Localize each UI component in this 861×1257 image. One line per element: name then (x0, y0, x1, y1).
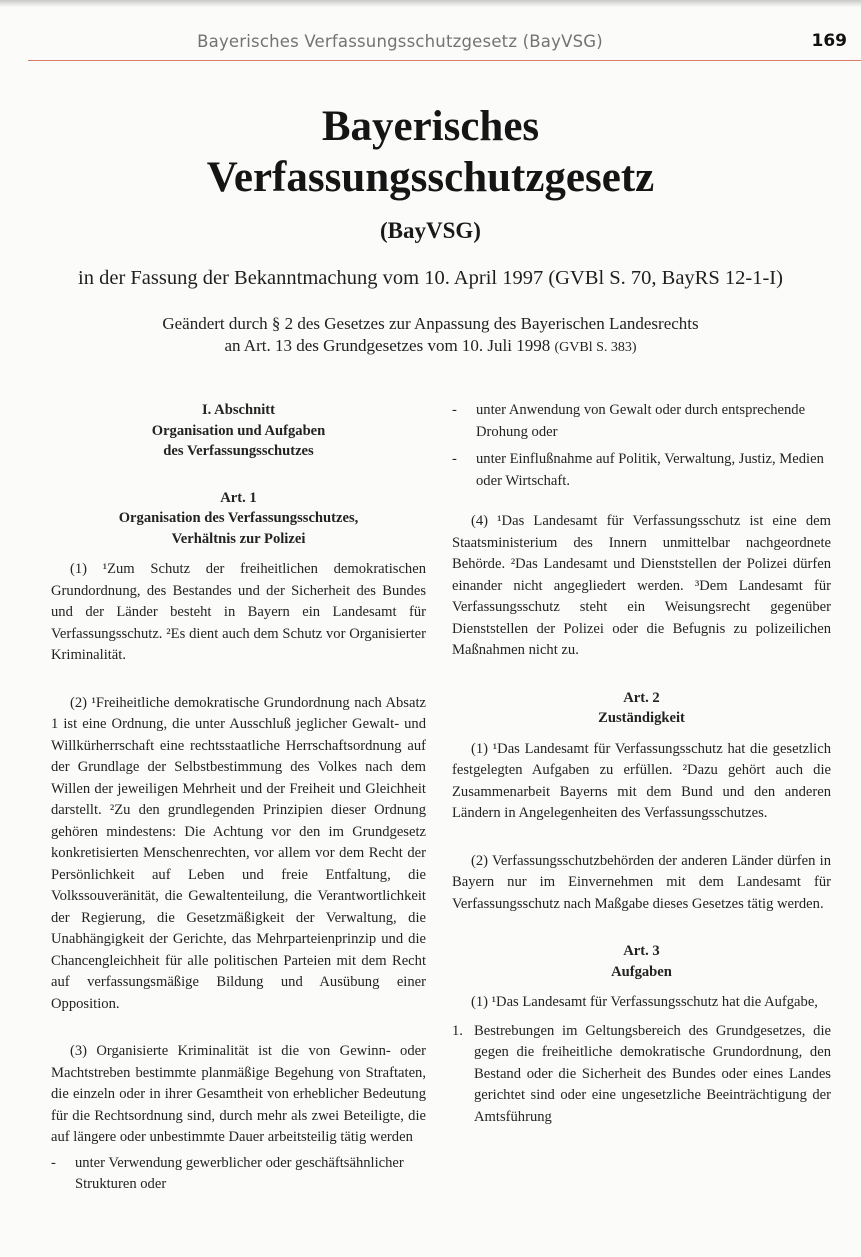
dash-marker: - (452, 402, 457, 418)
list-item-number: 1. (452, 1022, 463, 1039)
article-2-paragraph-1: (1) ¹Das Landesamt für Verfassungsschutz hat die gesetzlich festgelegten Aufgaben zu erfüllen. ²Dazu gehört auch die Zusammenarbeit Bayerns mit dem Bund und den anderen Ländern in Angelegenheiten des Verfassungsschutzes. (452, 740, 831, 821)
publication-note: in der Fassung der Bekanntmachung vom 10. April 1997 (GVBl S. 70, BayRS 12-1-I) (78, 267, 783, 289)
section-heading (51, 400, 426, 462)
article-1-paragraph-1: (1) ¹Zum Schutz der freiheitlichen demokratischen Grundordnung, des Bestandes und der Sicherheit des Bundes und der Länder besteht in Bayern ein Landesamt für Verfassungsschutz. ²Es dient auch dem Schutz vor Organisierter Kriminalität. (51, 561, 426, 663)
running-header (0, 32, 861, 56)
dash-marker: - (51, 1154, 56, 1171)
article-2-paragraph-2: (2) Verfassungsschutzbehörden der anderen Länder dürfen in Bayern nur im Einvernehmen mit dem Landesamt für Verfassungsschutz nach Maßgabe dieses Gesetzes tätig werden. (452, 852, 831, 912)
article-1-title-line-1: Organisation des Verfassungsschutzes, (118, 510, 359, 526)
article-2-title: Zuständigkeit (598, 710, 685, 726)
article-1-title-line-2: Verhältnis zur Polizei (171, 530, 306, 547)
article-3-paragraph-1: (1) ¹Das Landesamt für Verfassungsschutz hat die Aufgabe, (471, 994, 818, 1010)
article-1-paragraph-2: (2) ¹Freiheitliche demokratische Grundordnung nach Absatz 1 ist eine Ordnung, die unter Ausschluß jeglicher Gewalt- und Willkürherrschaft eine rechtsstaatliche Herrschaftsordnung auf der Grundlage der Selbstbestimmung des Volkes nach dem Willen der jeweiligen Mehrheit und der Freiheit und Gleichheit darstellt. ²Zu den grundlegenden Prinzipien dieser Ordnung gehören mindestens: Die Achtung vor den im Grundgesetz konkretisierten Menschenrechten, vor allem vor dem Recht der Persönlichkeit auf Leben und freie Entfaltung, die Volkssouveränität, die Gewaltenteilung, die Verantwortlichkeit der Regierung, die Gesetzmäßigkeit der Verwaltung, die Unabhängigkeit der Gerichte, das Mehrparteienprinzip und die Chancengleichheit für alle politischen Parteien mit dem Recht auf verfassungsmäßige Bildung und Ausübung einer Opposition. (51, 694, 426, 1012)
article-2-heading (452, 688, 831, 729)
list-item (51, 1153, 426, 1196)
list-item-text: Bestrebungen im Geltungsbereich des Grundgesetzes, die gegen die freiheitliche demokratische Grundordnung, den Bestand oder die Sicherheit des Bundes oder eines Landes gerichtet sind oder eine ungesetzliche Beeinträchtigung der Amtsführung (474, 1022, 831, 1125)
article-1-heading (51, 488, 426, 550)
list-item-text: unter Einflußnahme auf Politik, Verwaltung, Justiz, Medien oder Wirtschaft. (476, 451, 824, 489)
page-top-shadow (0, 0, 861, 7)
amendment-note (0, 313, 861, 359)
running-header-title: Bayerisches Verfassungsschutzgesetz (BayVSG) (197, 32, 603, 51)
list-item (452, 1021, 831, 1129)
page-number: 169 (811, 31, 847, 51)
dash-marker: - (452, 451, 457, 467)
amendment-line-2-text: an Art. 13 des Grundgesetzes vom 10. Juli 1998 (224, 336, 551, 355)
article-3-heading (452, 941, 831, 982)
document-abbreviation: (BayVSG) (380, 218, 481, 243)
document-title-line-2: Verfassungsschutzgesetz (206, 154, 655, 201)
document-title-line-1: Bayerisches (321, 103, 540, 150)
list-item (452, 449, 831, 492)
list-item (452, 400, 831, 443)
section-heading-line-2: Organisation und Aufgaben (151, 422, 326, 439)
article-3-number: Art. 3 (623, 943, 660, 959)
header-rule (28, 60, 861, 61)
list-item-text: unter Verwendung gewerblicher oder geschäftsähnlicher Strukturen oder (75, 1154, 404, 1192)
right-column (452, 400, 831, 1128)
article-1-number: Art. 1 (220, 489, 257, 506)
article-3-title: Aufgaben (611, 963, 672, 980)
left-column (51, 400, 426, 1196)
article-1-paragraph-4: (4) ¹Das Landesamt für Verfassungsschutz ist eine dem Staatsministerium des Innern unmittelbar nachgeordnete Behörde. ²Das Landesamt und Dienststellen der Polizei dürfen einander nicht angegliedert werden. ³Dem Landesamt für Verfassungsschutz steht ein Weisungsrecht gegenüber Dienststellen der Polizei oder die Befugnis zu polizeilichen Maßnahmen nicht zu. (452, 513, 831, 658)
amendment-line-1: Geändert durch § 2 des Gesetzes zur Anpassung des Bayerischen Landesrechts (162, 314, 699, 333)
document-title (0, 101, 861, 203)
list-item-text: unter Anwendung von Gewalt oder durch entsprechende Drohung oder (476, 402, 806, 440)
article-2-number: Art. 2 (623, 689, 660, 706)
section-heading-line-3: des Verfassungsschutzes (163, 443, 314, 459)
article-1-paragraph-3: (3) Organisierte Kriminalität ist die von Gewinn- oder Machtstreben bestimmte planmäßige Begehung von Straftaten, die einzeln oder in ihrer Gesamtheit von erheblicher Bedeutung für die Rechtsordnung sind, durch mehr als zwei Beteiligte, die auf längere oder unbestimmte Dauer arbeitsteilig tätig werden (51, 1043, 426, 1145)
section-heading-line-1: I. Abschnitt (202, 402, 275, 418)
amendment-line-2 (0, 335, 861, 359)
amendment-reference: (GVBl S. 383) (554, 340, 637, 355)
